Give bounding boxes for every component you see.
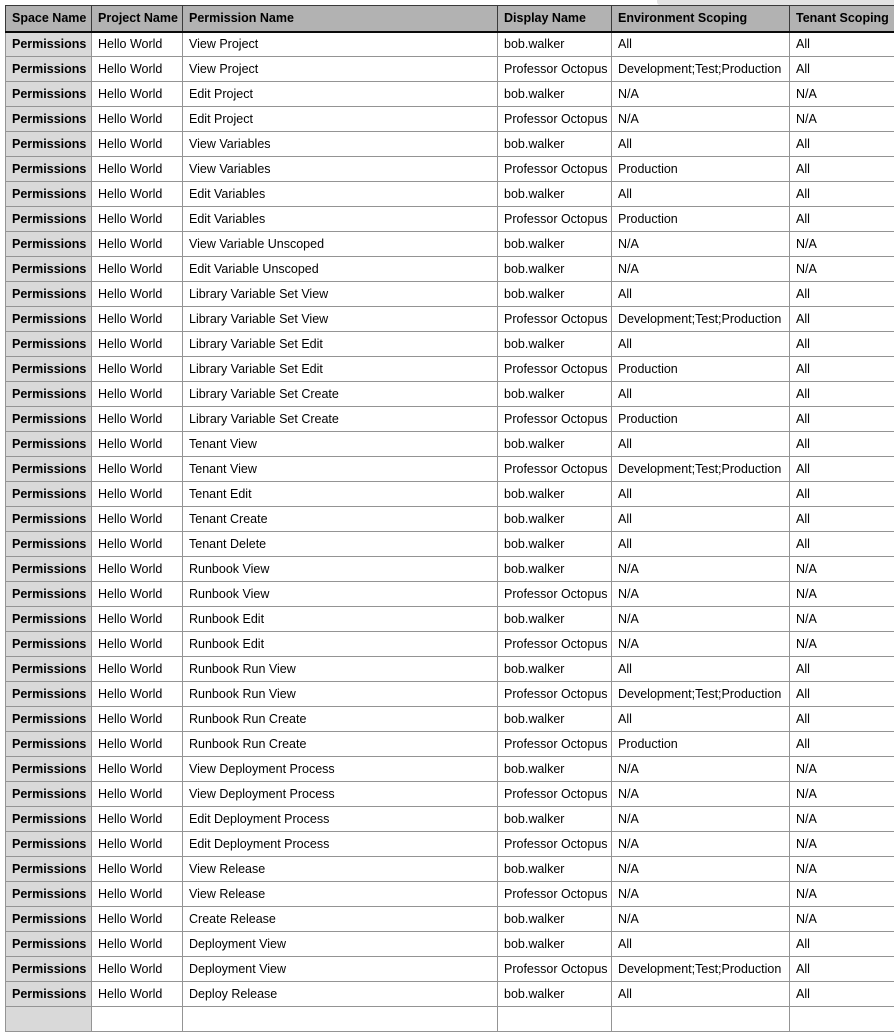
cell-space-name: Permissions (6, 857, 92, 882)
cell-environment-scoping: All (612, 32, 790, 57)
table-row (6, 832, 894, 857)
cell-permission-name: Edit Variables (183, 207, 498, 232)
column-header-tenant-scoping: Tenant Scoping (790, 6, 894, 32)
cell-environment-scoping: All (612, 657, 790, 682)
cell-display-name: Professor Octopus (498, 57, 612, 82)
cell-project-name: Hello World (92, 782, 183, 807)
cell-permission-name: Edit Project (183, 107, 498, 132)
cell-permission-name: Edit Variables (183, 182, 498, 207)
cell-project-name: Hello World (92, 557, 183, 582)
cell-space-name: Permissions (6, 507, 92, 532)
cell-display-name: bob.walker (498, 382, 612, 407)
cell-tenant-scoping: N/A (790, 557, 894, 582)
cell-display-name: Professor Octopus (498, 732, 612, 757)
cell-permission-name: Runbook View (183, 582, 498, 607)
cell-permission-name: Edit Variable Unscoped (183, 257, 498, 282)
column-header-permission-name: Permission Name (183, 6, 498, 32)
cell-tenant-scoping (790, 1007, 894, 1032)
cell-space-name: Permissions (6, 182, 92, 207)
cell-display-name: bob.walker (498, 32, 612, 57)
cell-permission-name: Library Variable Set View (183, 282, 498, 307)
table-row (6, 957, 894, 982)
cell-project-name: Hello World (92, 457, 183, 482)
cell-space-name: Permissions (6, 157, 92, 182)
cell-display-name: bob.walker (498, 257, 612, 282)
cell-permission-name: View Variable Unscoped (183, 232, 498, 257)
cell-tenant-scoping: N/A (790, 582, 894, 607)
cell-permission-name: Create Release (183, 907, 498, 932)
cell-environment-scoping (612, 1007, 790, 1032)
cell-project-name: Hello World (92, 132, 183, 157)
cell-permission-name: Deployment View (183, 932, 498, 957)
partial-table-row (6, 1007, 894, 1032)
table-row (6, 557, 894, 582)
cell-display-name: Professor Octopus (498, 107, 612, 132)
cell-tenant-scoping: N/A (790, 832, 894, 857)
cell-space-name: Permissions (6, 57, 92, 82)
cell-project-name: Hello World (92, 107, 183, 132)
cell-permission-name: Deployment View (183, 957, 498, 982)
cell-environment-scoping: All (612, 182, 790, 207)
cell-project-name: Hello World (92, 707, 183, 732)
cell-display-name: bob.walker (498, 807, 612, 832)
cell-tenant-scoping: All (790, 357, 894, 382)
cell-display-name: bob.walker (498, 857, 612, 882)
cell-display-name: Professor Octopus (498, 682, 612, 707)
table-header-row (6, 6, 894, 32)
cell-permission-name: Tenant Delete (183, 532, 498, 557)
cell-tenant-scoping: All (790, 407, 894, 432)
cell-display-name: bob.walker (498, 182, 612, 207)
cell-environment-scoping: All (612, 132, 790, 157)
cell-project-name: Hello World (92, 482, 183, 507)
cell-environment-scoping: All (612, 432, 790, 457)
cell-tenant-scoping: All (790, 532, 894, 557)
cell-tenant-scoping: N/A (790, 782, 894, 807)
table-row (6, 932, 894, 957)
cell-permission-name: Runbook Run View (183, 682, 498, 707)
cell-permission-name: Tenant View (183, 432, 498, 457)
cell-tenant-scoping: N/A (790, 882, 894, 907)
cell-environment-scoping: Development;Test;Production (612, 957, 790, 982)
cell-permission-name: Runbook Run Create (183, 707, 498, 732)
cell-project-name: Hello World (92, 307, 183, 332)
cell-environment-scoping: N/A (612, 882, 790, 907)
table-row (6, 382, 894, 407)
cell-tenant-scoping: All (790, 157, 894, 182)
cell-environment-scoping: Development;Test;Production (612, 57, 790, 82)
cell-environment-scoping: All (612, 507, 790, 532)
cell-tenant-scoping: N/A (790, 632, 894, 657)
cell-display-name: Professor Octopus (498, 957, 612, 982)
table-row (6, 32, 894, 57)
cell-project-name: Hello World (92, 907, 183, 932)
cell-tenant-scoping: All (790, 207, 894, 232)
cell-environment-scoping: Production (612, 157, 790, 182)
cell-tenant-scoping: N/A (790, 607, 894, 632)
cell-permission-name: View Deployment Process (183, 757, 498, 782)
cell-space-name: Permissions (6, 282, 92, 307)
cell-display-name: Professor Octopus (498, 307, 612, 332)
permissions-table (5, 5, 894, 1032)
cell-display-name: Professor Octopus (498, 832, 612, 857)
cell-project-name: Hello World (92, 157, 183, 182)
cell-display-name: bob.walker (498, 707, 612, 732)
cell-project-name: Hello World (92, 632, 183, 657)
cell-project-name: Hello World (92, 357, 183, 382)
cell-environment-scoping: N/A (612, 582, 790, 607)
cell-display-name: bob.walker (498, 532, 612, 557)
cell-tenant-scoping: All (790, 182, 894, 207)
cell-display-name: bob.walker (498, 657, 612, 682)
table-row (6, 282, 894, 307)
cell-tenant-scoping: N/A (790, 907, 894, 932)
cell-display-name: Professor Octopus (498, 157, 612, 182)
cell-space-name (6, 1007, 92, 1032)
cell-tenant-scoping: All (790, 382, 894, 407)
table-row (6, 532, 894, 557)
cell-tenant-scoping: All (790, 482, 894, 507)
cell-space-name: Permissions (6, 357, 92, 382)
cell-display-name: bob.walker (498, 757, 612, 782)
cell-space-name: Permissions (6, 432, 92, 457)
cell-environment-scoping: Production (612, 407, 790, 432)
cell-project-name: Hello World (92, 257, 183, 282)
cell-space-name: Permissions (6, 132, 92, 157)
cell-space-name: Permissions (6, 657, 92, 682)
cell-permission-name: Library Variable Set Create (183, 382, 498, 407)
cell-project-name: Hello World (92, 582, 183, 607)
cell-project-name: Hello World (92, 57, 183, 82)
table-header (6, 6, 894, 32)
cell-project-name: Hello World (92, 432, 183, 457)
cell-project-name: Hello World (92, 82, 183, 107)
cell-tenant-scoping: All (790, 957, 894, 982)
cell-display-name: Professor Octopus (498, 457, 612, 482)
table-row (6, 357, 894, 382)
cell-tenant-scoping: All (790, 132, 894, 157)
table-row (6, 507, 894, 532)
cell-space-name: Permissions (6, 582, 92, 607)
cell-permission-name: Library Variable Set Create (183, 407, 498, 432)
table-row (6, 232, 894, 257)
cell-project-name: Hello World (92, 407, 183, 432)
cell-space-name: Permissions (6, 882, 92, 907)
cell-display-name: bob.walker (498, 432, 612, 457)
cell-display-name: Professor Octopus (498, 782, 612, 807)
table-row (6, 482, 894, 507)
permissions-report (5, 5, 894, 1032)
cell-permission-name: Edit Deployment Process (183, 832, 498, 857)
cell-project-name: Hello World (92, 507, 183, 532)
table-row (6, 632, 894, 657)
cell-project-name: Hello World (92, 282, 183, 307)
cell-project-name: Hello World (92, 682, 183, 707)
table-row (6, 857, 894, 882)
cell-permission-name: Edit Project (183, 82, 498, 107)
cell-display-name: bob.walker (498, 282, 612, 307)
cell-tenant-scoping: N/A (790, 82, 894, 107)
cell-space-name: Permissions (6, 982, 92, 1007)
table-row (6, 782, 894, 807)
cell-permission-name: View Variables (183, 157, 498, 182)
cell-space-name: Permissions (6, 907, 92, 932)
cell-display-name: Professor Octopus (498, 357, 612, 382)
cell-environment-scoping: Development;Test;Production (612, 307, 790, 332)
cell-tenant-scoping: All (790, 32, 894, 57)
cell-tenant-scoping: All (790, 507, 894, 532)
cell-tenant-scoping: All (790, 982, 894, 1007)
cell-environment-scoping: N/A (612, 807, 790, 832)
cell-environment-scoping: N/A (612, 632, 790, 657)
table-row (6, 682, 894, 707)
cell-display-name: bob.walker (498, 332, 612, 357)
table-row (6, 82, 894, 107)
cell-space-name: Permissions (6, 932, 92, 957)
cell-space-name: Permissions (6, 232, 92, 257)
table-row (6, 432, 894, 457)
column-header-space-name: Space Name (6, 6, 92, 32)
cell-permission-name: Library Variable Set View (183, 307, 498, 332)
cell-space-name: Permissions (6, 332, 92, 357)
cell-project-name: Hello World (92, 607, 183, 632)
cell-tenant-scoping: N/A (790, 232, 894, 257)
column-header-project-name: Project Name (92, 6, 183, 32)
cell-tenant-scoping: All (790, 57, 894, 82)
cell-project-name: Hello World (92, 932, 183, 957)
cell-display-name: bob.walker (498, 132, 612, 157)
table-row (6, 707, 894, 732)
cell-permission-name: Runbook Run Create (183, 732, 498, 757)
cell-display-name: bob.walker (498, 607, 612, 632)
cell-space-name: Permissions (6, 82, 92, 107)
cell-permission-name: Runbook Run View (183, 657, 498, 682)
cell-tenant-scoping: All (790, 732, 894, 757)
cell-environment-scoping: N/A (612, 857, 790, 882)
cell-display-name: bob.walker (498, 507, 612, 532)
cell-environment-scoping: N/A (612, 832, 790, 857)
cell-display-name: bob.walker (498, 232, 612, 257)
cell-tenant-scoping: All (790, 432, 894, 457)
table-row (6, 157, 894, 182)
cell-space-name: Permissions (6, 757, 92, 782)
table-row (6, 732, 894, 757)
cell-space-name: Permissions (6, 832, 92, 857)
cell-environment-scoping: All (612, 707, 790, 732)
cell-permission-name: Edit Deployment Process (183, 807, 498, 832)
cell-display-name: bob.walker (498, 982, 612, 1007)
cell-space-name: Permissions (6, 407, 92, 432)
cell-environment-scoping: Production (612, 207, 790, 232)
cell-display-name: Professor Octopus (498, 407, 612, 432)
cell-display-name: Professor Octopus (498, 582, 612, 607)
cell-space-name: Permissions (6, 207, 92, 232)
column-header-display-name: Display Name (498, 6, 612, 32)
cell-environment-scoping: All (612, 982, 790, 1007)
table-row (6, 457, 894, 482)
cell-tenant-scoping: N/A (790, 857, 894, 882)
table-row (6, 757, 894, 782)
cell-project-name: Hello World (92, 957, 183, 982)
cell-tenant-scoping: All (790, 707, 894, 732)
cell-project-name: Hello World (92, 382, 183, 407)
table-row (6, 407, 894, 432)
cell-space-name: Permissions (6, 782, 92, 807)
cell-tenant-scoping: All (790, 282, 894, 307)
cell-environment-scoping: All (612, 282, 790, 307)
cell-permission-name: Runbook View (183, 557, 498, 582)
cell-permission-name: Runbook Edit (183, 607, 498, 632)
table-row (6, 257, 894, 282)
cell-tenant-scoping: All (790, 657, 894, 682)
cell-environment-scoping: N/A (612, 257, 790, 282)
cell-project-name: Hello World (92, 532, 183, 557)
cell-permission-name: View Variables (183, 132, 498, 157)
cell-permission-name: View Release (183, 882, 498, 907)
cell-environment-scoping: Development;Test;Production (612, 682, 790, 707)
cell-project-name: Hello World (92, 857, 183, 882)
table-row (6, 207, 894, 232)
cell-display-name: Professor Octopus (498, 207, 612, 232)
cell-project-name: Hello World (92, 757, 183, 782)
cell-permission-name (183, 1007, 498, 1032)
table-row (6, 332, 894, 357)
cell-environment-scoping: All (612, 532, 790, 557)
cell-tenant-scoping: N/A (790, 107, 894, 132)
cell-display-name: bob.walker (498, 907, 612, 932)
cell-tenant-scoping: N/A (790, 257, 894, 282)
table-row (6, 807, 894, 832)
cell-environment-scoping: N/A (612, 232, 790, 257)
cell-environment-scoping: All (612, 482, 790, 507)
cell-environment-scoping: Production (612, 357, 790, 382)
cell-permission-name: Library Variable Set Edit (183, 357, 498, 382)
cell-project-name: Hello World (92, 807, 183, 832)
cell-permission-name: Library Variable Set Edit (183, 332, 498, 357)
cell-project-name: Hello World (92, 982, 183, 1007)
cell-environment-scoping: N/A (612, 757, 790, 782)
table-row (6, 607, 894, 632)
table-body (6, 32, 894, 1032)
cell-display-name: Professor Octopus (498, 882, 612, 907)
table-row (6, 657, 894, 682)
table-row (6, 107, 894, 132)
cell-space-name: Permissions (6, 482, 92, 507)
cell-project-name: Hello World (92, 657, 183, 682)
cell-environment-scoping: N/A (612, 907, 790, 932)
cell-project-name: Hello World (92, 32, 183, 57)
cell-project-name: Hello World (92, 732, 183, 757)
table-row (6, 182, 894, 207)
table-row (6, 882, 894, 907)
cell-permission-name: Tenant Create (183, 507, 498, 532)
cell-space-name: Permissions (6, 957, 92, 982)
cell-space-name: Permissions (6, 457, 92, 482)
cell-display-name: bob.walker (498, 82, 612, 107)
table-row (6, 132, 894, 157)
cell-display-name (498, 1007, 612, 1032)
cell-environment-scoping: Development;Test;Production (612, 457, 790, 482)
cell-space-name: Permissions (6, 707, 92, 732)
cell-space-name: Permissions (6, 807, 92, 832)
cell-space-name: Permissions (6, 557, 92, 582)
table-row (6, 307, 894, 332)
cell-space-name: Permissions (6, 632, 92, 657)
cell-permission-name: Runbook Edit (183, 632, 498, 657)
cell-environment-scoping: All (612, 332, 790, 357)
column-header-environment-scoping: Environment Scoping (612, 6, 790, 32)
cell-display-name: Professor Octopus (498, 632, 612, 657)
cell-display-name: bob.walker (498, 557, 612, 582)
cell-tenant-scoping: All (790, 307, 894, 332)
cell-space-name: Permissions (6, 682, 92, 707)
cell-project-name: Hello World (92, 832, 183, 857)
cell-tenant-scoping: N/A (790, 807, 894, 832)
cell-tenant-scoping: All (790, 457, 894, 482)
cell-environment-scoping: N/A (612, 607, 790, 632)
cell-permission-name: Deploy Release (183, 982, 498, 1007)
cell-project-name: Hello World (92, 882, 183, 907)
cell-environment-scoping: All (612, 382, 790, 407)
cell-project-name: Hello World (92, 332, 183, 357)
cell-space-name: Permissions (6, 732, 92, 757)
cell-permission-name: Tenant Edit (183, 482, 498, 507)
cell-space-name: Permissions (6, 257, 92, 282)
cell-permission-name: View Project (183, 32, 498, 57)
table-row (6, 907, 894, 932)
cell-space-name: Permissions (6, 107, 92, 132)
cell-tenant-scoping: N/A (790, 757, 894, 782)
cell-environment-scoping: N/A (612, 82, 790, 107)
cell-environment-scoping: Production (612, 732, 790, 757)
cell-display-name: bob.walker (498, 932, 612, 957)
cell-space-name: Permissions (6, 32, 92, 57)
cell-permission-name: View Project (183, 57, 498, 82)
table-row (6, 582, 894, 607)
cell-environment-scoping: All (612, 932, 790, 957)
cell-permission-name: View Deployment Process (183, 782, 498, 807)
cell-tenant-scoping: All (790, 932, 894, 957)
cell-project-name: Hello World (92, 207, 183, 232)
cell-tenant-scoping: All (790, 332, 894, 357)
cell-space-name: Permissions (6, 607, 92, 632)
cell-environment-scoping: N/A (612, 107, 790, 132)
cell-space-name: Permissions (6, 307, 92, 332)
cell-space-name: Permissions (6, 382, 92, 407)
table-row (6, 982, 894, 1007)
cell-environment-scoping: N/A (612, 782, 790, 807)
cell-project-name (92, 1007, 183, 1032)
cell-permission-name: Tenant View (183, 457, 498, 482)
cell-space-name: Permissions (6, 532, 92, 557)
cell-project-name: Hello World (92, 232, 183, 257)
cell-environment-scoping: N/A (612, 557, 790, 582)
cell-tenant-scoping: All (790, 682, 894, 707)
table-row (6, 57, 894, 82)
cell-project-name: Hello World (92, 182, 183, 207)
cell-permission-name: View Release (183, 857, 498, 882)
cell-display-name: bob.walker (498, 482, 612, 507)
